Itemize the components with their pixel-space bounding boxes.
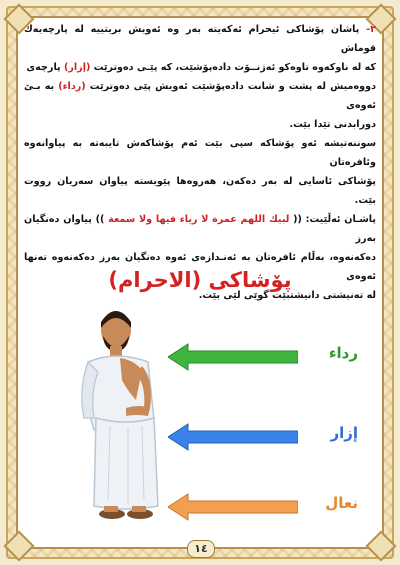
text-segment: كە لە ناوكەوە تاوەكو ئەژنــۆت دادەپۆشێت، كە پێـی دەوترێت <box>90 62 376 73</box>
body-text <box>24 20 376 305</box>
blue-arrow-icon <box>168 422 298 452</box>
text-segment: پاشان پۆشاكی ئیحرام ئەكەیتە بەر وە ئەویش بریتییە لە پارچەیەك قوماش <box>24 24 376 54</box>
text-segment <box>24 24 376 54</box>
text-segment: سوننەتیشە ئەو پۆشاكە سپی بێت ئەم پۆشاكەش تایبەتە بە پیاوانەوە وئافرەتان <box>24 138 376 168</box>
rida-label: رداء <box>328 344 358 362</box>
pilgrim-illustration <box>70 300 180 530</box>
izar-label: إزار <box>330 424 358 442</box>
paragraph <box>24 20 376 134</box>
highlighted-term: (رداء) <box>58 81 86 92</box>
text-segment: پۆشاكی ئاسایی لە بەر دەكەن، هەروەها پێویستە پیاوان سەریان رووت بێت. <box>24 176 376 206</box>
paragraph <box>24 134 376 210</box>
naal-pointer <box>168 492 358 522</box>
ihram-heading: پۆشاكی (الاحرام) <box>108 268 292 292</box>
text-line <box>24 115 376 134</box>
text-line <box>24 58 376 77</box>
item-number: ٢- <box>366 24 376 35</box>
text-segment: پارچەی <box>26 62 64 73</box>
rida-pointer <box>168 342 358 372</box>
highlighted-term: (إزار) <box>63 62 91 73</box>
orange-arrow-icon <box>168 492 298 522</box>
text-line <box>24 20 376 58</box>
green-arrow-icon <box>168 342 298 372</box>
text-segment: دورابدنی تێدا بێت. <box>289 119 376 130</box>
text-segment: دووەمیش لە پشت و شانت دادەپۆشێت ئەویش پێی دەوترێت <box>85 81 376 92</box>
naal-label: نعال <box>325 494 358 512</box>
text-segment: لە تەنیشتی دانیشتبێت گوێی لێی بێت. <box>198 290 376 301</box>
text-line <box>24 172 376 210</box>
text-segment: )) پیاوان دەنگیان بەرز <box>24 214 376 244</box>
text-segment: پاشـان ئەڵێیت: (( <box>289 214 376 225</box>
text-segment: بە بـێ ئەوەی <box>24 81 376 111</box>
page-number: ١٤ <box>187 540 215 558</box>
text-line <box>24 77 376 115</box>
text-line <box>24 134 376 172</box>
text-line <box>24 210 376 248</box>
text-segment: دەكەنەوە، بەڵام ئافرەتان بە ئەنـدازەی ئەوە دەنگیان بەرز دەكەنەوە تەنها ئەوەی <box>24 252 376 282</box>
izar-pointer <box>168 422 358 452</box>
highlighted-term: لبيك اللهم عمرة لا رياء فيها ولا سمعة <box>108 214 290 225</box>
